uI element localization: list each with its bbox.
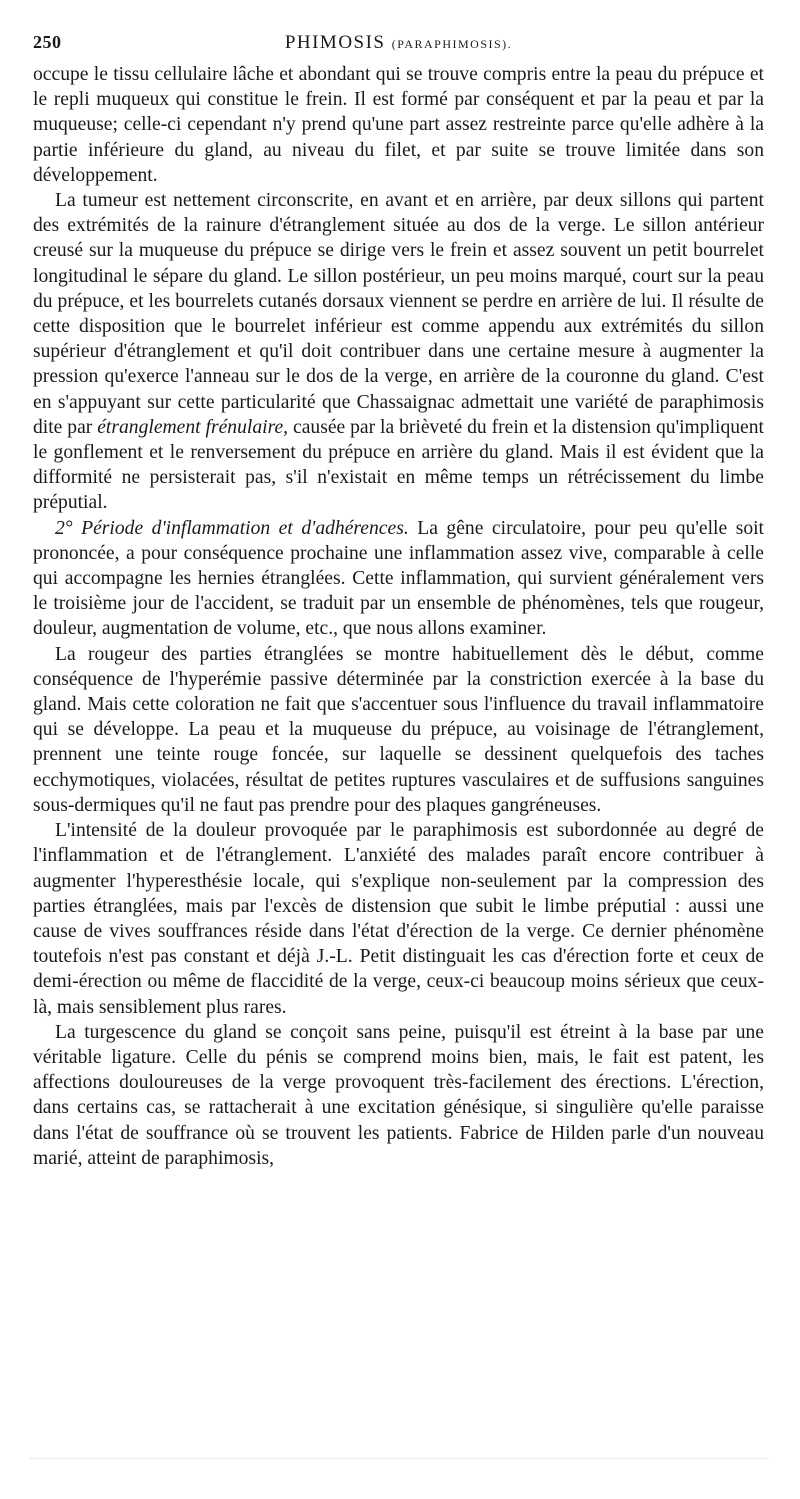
running-head [33, 28, 764, 62]
page-title-main: PHIMOSIS [284, 32, 386, 53]
paragraph-4-text: La rougeur des parties étranglées se montre habituellement dès le début, comme conséquence de l'hyperémie passive déterminée par la constriction exercée à la base du gland. Mais cette coloration ne fait que s'accentuer sous l'influence du travail inflammatoire qui se développe. La peau et la muqueuse du prépuce, au voisinage de l'étranglement, prennent une teinte rouge foncée, sur laquelle se dessinent quelquefois des taches ecchymotiques, violacées, résultat de petites ruptures vasculaires et de suffusions sanguines sous-dermiques qu'il ne faut pas prendre pour des plaques gangréneuses. [33, 643, 764, 816]
page-title-subtitle: (PARAPHIMOSIS). [391, 37, 513, 51]
paragraph-3-text: La gêne circulatoire, pour peu qu'elle soit prononcée, a pour conséquence prochaine une inflammation assez vive, comparable à celle qui accompagne les hernies étranglées. Cette inflammation, qui survient généralement vers le troisième jour de l'accident, se traduit par un ensemble de phénomènes, tels que rougeur, douleur, augmentation de volume, etc., que nous allons examiner. [33, 517, 764, 640]
paragraph-1 [33, 62, 764, 188]
body-text [33, 62, 764, 1171]
page-title [33, 32, 764, 54]
paragraph-1-text: occupe le tissu cellulaire lâche et abondant qui se trouve compris entre la peau du prépuce et le repli muqueux qui constitue le frein. Il est formé par conséquent et par la peau et par la muqueuse; celle-ci cependant n'y prend qu'une part assez restreinte parce qu'elle adhère à la partie inférieure du gland, au niveau du filet, et par suite se trouve limitée dans son développement. [33, 64, 764, 186]
scan-artifact-line [30, 1458, 770, 1460]
section-heading-period-2: 2° Période d'inflammation et d'adhérences. [55, 517, 409, 539]
paragraph-5-text: L'intensité de la douleur provoquée par le paraphimosis est subordonnée au degré de l'inflammation et de l'étranglement. L'anxiété des malades paraît encore contribuer à augmenter l'hyperesthésie locale, qui s'explique non-seulement par la compression des parties étranglées, mais par l'excès de distension que subit le limbe préputial : aussi une cause de vives souffrances réside dans l'état d'érection de la verge. Ce dernier phénomène toutefois n'est pas constant et déjà J.-L. Petit distinguait les cas d'érection forte et ceux de demi-érection ou même de flaccidité de la verge, ceux-ci beaucoup moins sérieux que ceux-là, mais sensiblement plus rares. [33, 820, 764, 1018]
paragraph-2 [33, 188, 764, 516]
paragraph-4 [33, 642, 764, 818]
paragraph-2-text-after: causée par la brièveté du frein et la distension qu'impliquent le gonflement et le renversement du prépuce en arrière du gland. Mais il est évident que la difformité ne persisterait pas, s'il n'existait en même temps un rétrécissement du limbe préputial. [33, 416, 764, 514]
page-number: 250 [33, 32, 62, 52]
paragraph-2-text: La tumeur est nettement circonscrite, en avant et en arrière, par deux sillons qui partent des extrémités de la rainure d'étranglement située au dos de la verge. Le sillon antérieur creusé sur la muqueuse du prépuce se dirige vers le frein et assez souvent un petit bourrelet longitudinal le sépare du gland. Le sillon postérieur, un peu moins marqué, court sur la peau du prépuce, et les bourrelets cutanés dorsaux viennent se perdre en arrière de lui. Il résulte de cette disposition que le bourrelet inférieur est comme appendu aux extrémités du sillon supérieur d'étranglement et qu'il doit contribuer dans une certaine mesure à augmenter la pression qu'exerce l'anneau sur le dos de la verge, en arrière de la couronne du gland. C'est en s'appuyant sur cette particularité que Chassaignac admettait une variété de paraphimosis dite par [33, 190, 764, 438]
paragraph-6 [33, 1020, 764, 1171]
paragraph-5 [33, 818, 764, 1020]
paragraph-2-italic-term: étranglement frénulaire, [97, 416, 289, 438]
paragraph-3 [33, 516, 764, 642]
paragraph-6-text: La turgescence du gland se conçoit sans peine, puisqu'il est étreint à la base par une véritable ligature. Celle du pénis se comprend moins bien, mais, le fait est patent, les affections douloureuses de la verge provoquent très-facilement des érections. L'érection, dans certains cas, se rattacherait à une excitation génésique, si singulière qu'elle paraisse dans l'état de souffrance où se trouvent les patients. Fabrice de Hilden parle d'un nouveau marié, atteint de paraphimosis, [33, 1021, 764, 1169]
